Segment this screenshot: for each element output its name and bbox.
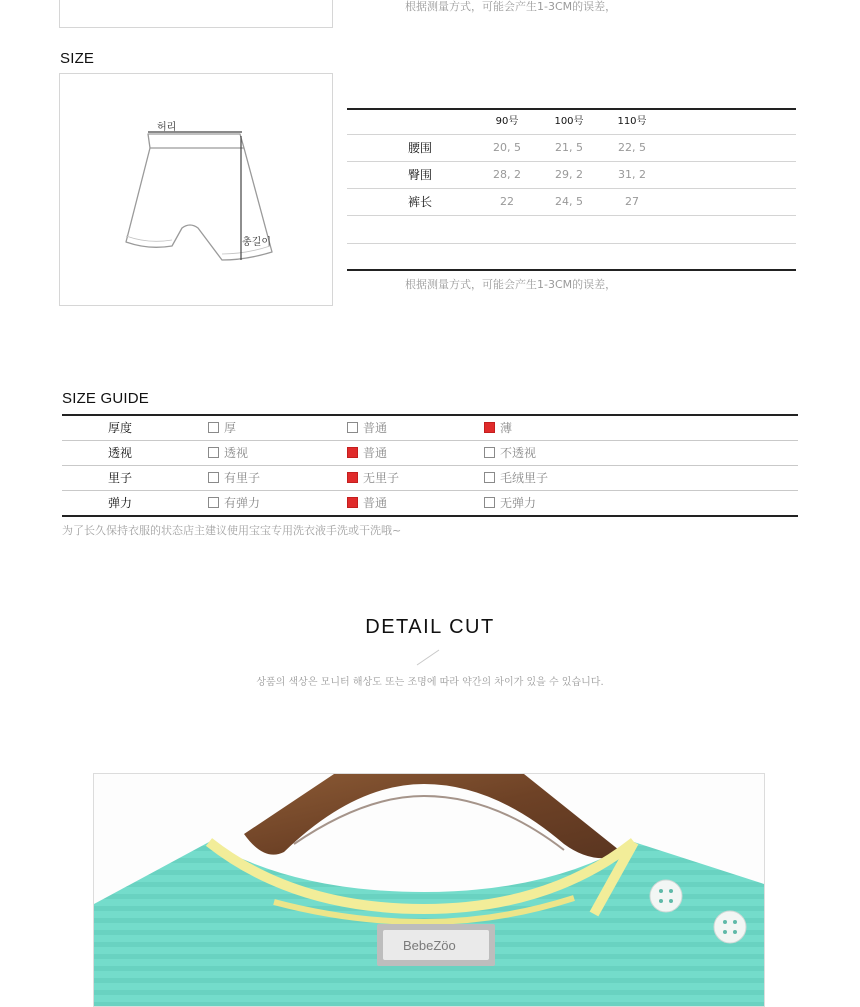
table-bottom-rule: [347, 269, 796, 271]
guide-row-label: 弹力: [108, 496, 133, 510]
table-row-empty: [347, 244, 796, 269]
pants-diagram: [60, 74, 332, 305]
measurement-note: 根据测量方式，可能会产生1-3CM的误差，: [405, 278, 617, 291]
table-row: [347, 135, 796, 162]
brand-label-text: BebeZöo: [403, 938, 456, 953]
row-label-hip: 臀围: [407, 168, 432, 182]
table-cell: 20, 5: [493, 141, 521, 154]
checkbox-icon: [484, 447, 495, 458]
table-cell: 28, 2: [493, 168, 521, 181]
table-cell: 21, 5: [555, 141, 583, 154]
guide-option: 不透视: [484, 441, 536, 465]
checkbox-icon: [208, 447, 219, 458]
row-label-length: 裤长: [407, 195, 432, 209]
guide-bottom-rule: [62, 515, 798, 517]
care-footnote: 为了长久保持衣服的状态店主建议使用宝宝专用洗衣液手洗或干洗哦~: [62, 524, 402, 537]
table-row-empty: [347, 216, 796, 244]
guide-option-selected: 普通: [347, 491, 387, 515]
guide-row-label: 厚度: [108, 421, 133, 435]
checkbox-icon: [208, 497, 219, 508]
guide-option: 无弹力: [484, 491, 536, 515]
checkbox-icon: [208, 422, 219, 433]
pants-diagram-frame: [59, 73, 333, 306]
checkbox-checked-icon: [347, 447, 358, 458]
guide-row-label: 里子: [108, 471, 133, 485]
checkbox-checked-icon: [347, 497, 358, 508]
size-guide-table: [62, 414, 798, 517]
guide-option-selected: 薄: [484, 416, 512, 440]
header-size-110: 110号: [617, 116, 647, 127]
table-row: [347, 162, 796, 189]
product-photo: [93, 773, 765, 1007]
row-label-waist: 腰围: [407, 141, 432, 155]
waist-label: 허리: [157, 122, 177, 133]
detail-cut-title: DETAIL CUT: [365, 616, 495, 638]
detail-cut-subtitle: 상품의 색상은 모니터 해상도 또는 조명에 따라 약간의 차이가 있을 수 있습니다.: [256, 677, 604, 688]
size-table-header-row: [347, 110, 796, 135]
guide-row-elasticity: [62, 491, 798, 515]
checkbox-icon: [484, 472, 495, 483]
checkbox-icon: [347, 422, 358, 433]
guide-row-lining: [62, 466, 798, 491]
table-cell: 27: [625, 195, 639, 208]
length-label: 총길이: [242, 237, 271, 248]
header-size-90: 90号: [495, 116, 519, 127]
table-cell: 24, 5: [555, 195, 583, 208]
shirt-on-hanger-image: [94, 774, 764, 1006]
guide-option: 有弹力: [208, 491, 260, 515]
table-cell: 22: [500, 195, 514, 208]
previous-image-frame: [59, 0, 333, 28]
size-guide-title: SIZE GUIDE: [62, 390, 150, 407]
top-measurement-note: 根据测量方式，可能会产生1-3CM的误差，: [405, 0, 617, 13]
checkbox-icon: [208, 472, 219, 483]
decorative-slash: [415, 648, 445, 668]
guide-option-selected: 无里子: [347, 466, 399, 490]
table-cell: 22, 5: [618, 141, 646, 154]
checkbox-checked-icon: [347, 472, 358, 483]
guide-option: 普通: [347, 416, 387, 440]
checkbox-icon: [484, 497, 495, 508]
guide-row-thickness: [62, 416, 798, 441]
table-cell: 29, 2: [555, 168, 583, 181]
guide-row-transparency: [62, 441, 798, 466]
size-table: [347, 108, 796, 271]
table-row: [347, 189, 796, 216]
guide-option: 毛绒里子: [484, 466, 548, 490]
size-section-title: SIZE: [60, 50, 95, 67]
guide-option-selected: 普通: [347, 441, 387, 465]
guide-option: 有里子: [208, 466, 260, 490]
guide-option: 厚: [208, 416, 236, 440]
header-size-100: 100号: [554, 116, 584, 127]
checkbox-checked-icon: [484, 422, 495, 433]
table-cell: 31, 2: [618, 168, 646, 181]
guide-option: 透视: [208, 441, 248, 465]
guide-row-label: 透视: [108, 446, 133, 460]
